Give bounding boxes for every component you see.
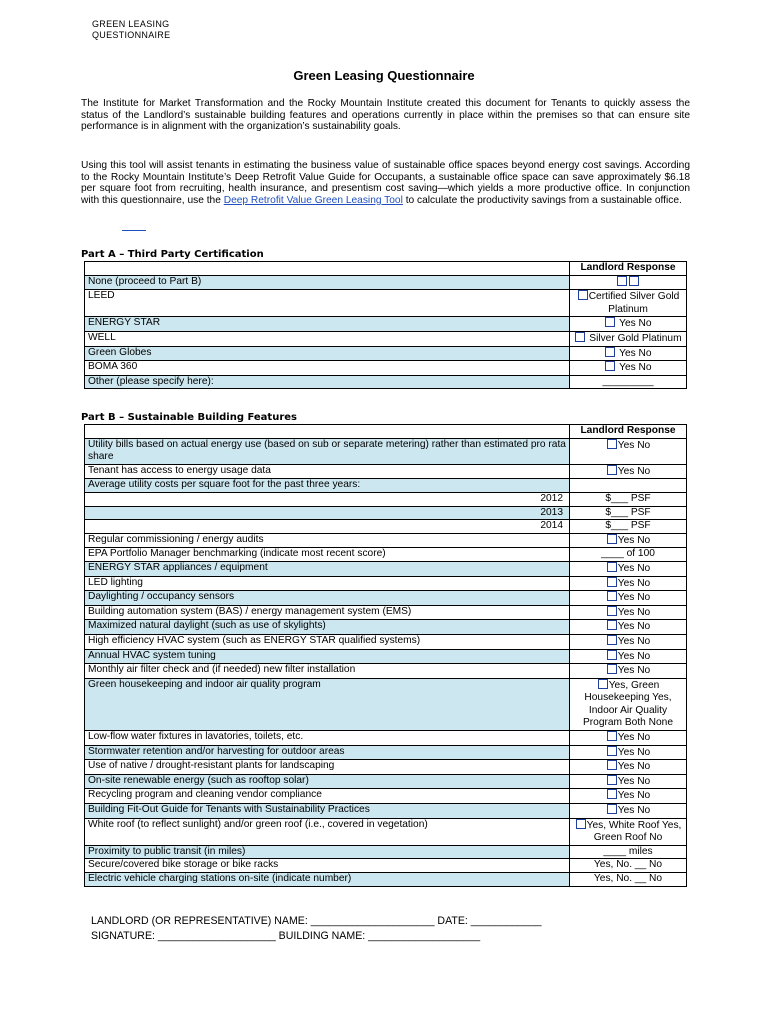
table-row — [85, 464, 687, 479]
table-row — [85, 804, 687, 819]
checkbox-icon[interactable] — [607, 439, 617, 449]
landlord-response-cell[interactable] — [570, 649, 687, 664]
response-options: Yes, No. __ No — [593, 873, 663, 884]
landlord-response-cell[interactable] — [570, 548, 687, 562]
checkbox-icon[interactable] — [576, 819, 586, 829]
response-options: Yes No — [617, 606, 651, 618]
response-options: Yes No — [617, 732, 651, 744]
landlord-response-cell[interactable] — [570, 375, 687, 389]
feature-label: Annual HVAC system tuning — [85, 649, 570, 664]
part-b-table — [84, 424, 687, 887]
table-row — [85, 561, 687, 576]
checkbox-icon[interactable] — [607, 775, 617, 785]
feature-label: Secure/covered bike storage or bike racks — [85, 859, 570, 873]
part-a-table — [84, 261, 687, 389]
table-row — [85, 649, 687, 664]
running-header-line-1: GREEN LEASING — [92, 19, 170, 29]
landlord-response-cell[interactable] — [570, 492, 687, 506]
response-options: Yes No — [616, 347, 652, 359]
table-row — [85, 620, 687, 635]
landlord-response-cell[interactable] — [570, 634, 687, 649]
table-row — [85, 375, 687, 389]
feature-label: 2014 — [85, 520, 570, 534]
table-row — [85, 873, 687, 887]
table-row — [85, 605, 687, 620]
checkbox-icon[interactable] — [607, 731, 617, 741]
checkbox-icon[interactable] — [607, 465, 617, 475]
feature-label: ENERGY STAR — [85, 317, 570, 332]
table-header-row — [85, 262, 687, 276]
table-row — [85, 438, 687, 464]
feature-label: On-site renewable energy (such as rooftop solar) — [85, 774, 570, 789]
running-header — [92, 19, 170, 41]
response-options: Yes No — [617, 746, 651, 758]
feature-label: LEED — [85, 290, 570, 317]
response-options: $___ PSF — [605, 520, 651, 532]
table-row — [85, 492, 687, 506]
response-options: Yes No — [617, 562, 651, 574]
checkbox-icon[interactable] — [607, 534, 617, 544]
landlord-response-cell[interactable] — [570, 678, 687, 730]
response-options: ____ of 100 — [601, 548, 655, 560]
feature-label: Regular commissioning / energy audits — [85, 533, 570, 548]
landlord-response-cell[interactable] — [570, 818, 687, 845]
table-row — [85, 745, 687, 760]
feature-label: Daylighting / occupancy sensors — [85, 591, 570, 606]
landlord-response-header: Landlord Response — [570, 262, 687, 276]
response-options: Yes No — [617, 621, 651, 633]
feature-label: Green Globes — [85, 346, 570, 361]
feature-label: None (proceed to Part B) — [85, 275, 570, 290]
feature-label: Green housekeeping and indoor air quality program — [85, 678, 570, 730]
feature-label: High efficiency HVAC system (such as ENERGY STAR qualified systems) — [85, 634, 570, 649]
table-row — [85, 479, 687, 493]
response-options: Yes No — [617, 592, 651, 604]
feature-label: Low-flow water fixtures in lavatories, toilets, etc. — [85, 731, 570, 746]
stray-underline — [122, 230, 146, 231]
intro-paragraph-1: The Institute for Market Transformation and the Rocky Mountain Institute created this document for Tenants to quickly assess the status of the Landlord’s sustainable building features and operations currently in place within the premises so that can ensure site performance is in alignment with the organization’s sustainability goals. — [81, 98, 690, 133]
landlord-response-cell[interactable] — [570, 731, 687, 746]
landlord-response-cell[interactable] — [570, 506, 687, 520]
table-row — [85, 331, 687, 346]
table-row — [85, 576, 687, 591]
table-row — [85, 533, 687, 548]
landlord-response-header: Landlord Response — [570, 425, 687, 439]
landlord-response-cell[interactable] — [570, 479, 687, 493]
landlord-response-cell[interactable] — [570, 331, 687, 346]
table-row — [85, 664, 687, 679]
table-row — [85, 678, 687, 730]
landlord-response-cell[interactable] — [570, 533, 687, 548]
landlord-response-cell[interactable] — [570, 361, 687, 376]
landlord-name-date-line: LANDLORD (OR REPRESENTATIVE) NAME: _____________________ DATE: ____________ — [91, 915, 542, 927]
checkbox-icon[interactable] — [607, 635, 617, 645]
feature-label: Utility bills based on actual energy use (based on sub or separate metering) rather than estimated pro rata share — [85, 438, 570, 464]
landlord-response-cell[interactable] — [570, 664, 687, 679]
checkbox-icon[interactable] — [607, 760, 617, 770]
response-options: Yes No — [617, 465, 651, 477]
feature-label: Tenant has access to energy usage data — [85, 464, 570, 479]
table-header-row — [85, 425, 687, 439]
response-options: Yes, Green Housekeeping Yes, Indoor Air Quality Program Both None — [582, 679, 674, 729]
intro-paragraph-2-text: Using this tool will assist tenants in estimating the business value of sustainable office spaces beyond energy cost savings. According to the Rocky Mountain Institute’s Deep Retrofit Value Guide for Occupants, a sustainable office space can save approximately $6.18 per square foot from recruiting, health insurance, and presentism cost saving—which yields a more productive office. In conjunction with this questionnaire, use the — [81, 160, 690, 206]
document-title: Green Leasing Questionnaire — [293, 68, 475, 83]
landlord-response-cell[interactable] — [570, 317, 687, 332]
checkbox-icon[interactable] — [607, 650, 617, 660]
feature-label: Electric vehicle charging stations on-site (indicate number) — [85, 873, 570, 887]
checkbox-icon[interactable] — [629, 276, 639, 286]
landlord-response-cell[interactable] — [570, 438, 687, 464]
checkbox-icon[interactable] — [607, 746, 617, 756]
checkbox-icon[interactable] — [607, 577, 617, 587]
feature-label: Proximity to public transit (in miles) — [85, 845, 570, 859]
landlord-response-cell[interactable] — [570, 745, 687, 760]
feature-label: Use of native / drought-resistant plants for landscaping — [85, 760, 570, 775]
table-row — [85, 346, 687, 361]
response-options: Yes No — [616, 318, 652, 330]
table-row — [85, 760, 687, 775]
feature-label: LED lighting — [85, 576, 570, 591]
deep-retrofit-tool-link[interactable]: Deep Retrofit Value Green Leasing Tool — [223, 194, 403, 206]
landlord-response-cell[interactable] — [570, 561, 687, 576]
landlord-response-cell[interactable] — [570, 774, 687, 789]
response-options: ____ miles — [603, 845, 653, 857]
table-row — [85, 774, 687, 789]
feature-label: BOMA 360 — [85, 361, 570, 376]
table-row — [85, 317, 687, 332]
checkbox-icon[interactable] — [598, 679, 608, 689]
table-row — [85, 818, 687, 845]
checkbox-icon[interactable] — [605, 347, 615, 357]
checkbox-icon[interactable] — [575, 332, 585, 342]
feature-label: ENERGY STAR appliances / equipment — [85, 561, 570, 576]
feature-label: Building automation system (BAS) / energy management system (EMS) — [85, 605, 570, 620]
landlord-response-cell[interactable] — [570, 804, 687, 819]
table-row — [85, 859, 687, 873]
checkbox-icon[interactable] — [605, 361, 615, 371]
checkbox-icon[interactable] — [607, 591, 617, 601]
response-options: Yes No — [617, 439, 651, 451]
landlord-response-cell[interactable] — [570, 859, 687, 873]
response-options: Yes No — [617, 761, 651, 773]
table-row — [85, 520, 687, 534]
response-options: Yes No — [617, 650, 651, 662]
response-options: Yes No — [617, 790, 651, 802]
landlord-response-cell[interactable] — [570, 346, 687, 361]
intro-paragraph-2 — [81, 160, 690, 206]
feature-label: Average utility costs per square foot for the past three years: — [85, 479, 570, 493]
response-options: Yes No — [617, 635, 651, 647]
header-blank-cell — [85, 262, 570, 276]
landlord-response-cell[interactable] — [570, 591, 687, 606]
landlord-response-cell[interactable] — [570, 620, 687, 635]
checkbox-icon[interactable] — [617, 276, 627, 286]
table-row — [85, 548, 687, 562]
signature-building-line: SIGNATURE: ____________________ BUILDING NAME: ___________________ — [91, 930, 481, 942]
header-blank-cell — [85, 425, 570, 439]
table-row — [85, 789, 687, 804]
landlord-response-cell[interactable] — [570, 464, 687, 479]
landlord-response-cell[interactable] — [570, 520, 687, 534]
checkbox-icon[interactable] — [607, 789, 617, 799]
feature-label: White roof (to reflect sunlight) and/or green roof (i.e., covered in vegetation) — [85, 818, 570, 845]
checkbox-icon[interactable] — [607, 562, 617, 572]
response-options: Yes, No. __ No — [593, 859, 663, 871]
response-options: _________ — [602, 375, 654, 387]
response-options: Yes No — [616, 362, 652, 374]
feature-label: Maximized natural daylight (such as use of skylights) — [85, 620, 570, 635]
landlord-response-cell[interactable] — [570, 290, 687, 317]
feature-label: Stormwater retention and/or harvesting for outdoor areas — [85, 745, 570, 760]
landlord-response-cell[interactable] — [570, 760, 687, 775]
response-options: Yes No — [617, 775, 651, 787]
landlord-response-cell[interactable] — [570, 845, 687, 859]
checkbox-icon[interactable] — [578, 290, 588, 300]
landlord-response-cell[interactable] — [570, 873, 687, 887]
checkbox-icon[interactable] — [607, 620, 617, 630]
landlord-response-cell[interactable] — [570, 605, 687, 620]
table-row — [85, 290, 687, 317]
response-options: Yes No — [617, 577, 651, 589]
checkbox-icon[interactable] — [607, 804, 617, 814]
table-row — [85, 275, 687, 290]
running-header-line-2: QUESTIONNAIRE — [92, 30, 171, 40]
landlord-response-cell[interactable] — [570, 576, 687, 591]
response-options: Yes No — [617, 665, 651, 677]
feature-label: EPA Portfolio Manager benchmarking (indicate most recent score) — [85, 548, 570, 562]
response-options: Certified Silver Gold Platinum — [588, 291, 680, 315]
table-row — [85, 731, 687, 746]
intro-paragraph-2-tail: to calculate the productivity savings from a sustainable office. — [402, 194, 682, 206]
table-row — [85, 845, 687, 859]
response-options: Yes No — [617, 534, 651, 546]
table-row — [85, 361, 687, 376]
table-row — [85, 591, 687, 606]
response-options: Yes, White Roof Yes, Green Roof No — [586, 819, 682, 844]
checkbox-icon[interactable] — [607, 664, 617, 674]
feature-label: Recycling program and cleaning vendor compliance — [85, 789, 570, 804]
feature-label: Monthly air filter check and (if needed) new filter installation — [85, 664, 570, 679]
part-a-heading: Part A – Third Party Certification — [81, 249, 264, 260]
response-options: $___ PSF — [605, 506, 651, 518]
feature-label: Other (please specify here): — [85, 375, 570, 389]
landlord-response-cell[interactable] — [570, 789, 687, 804]
table-row — [85, 634, 687, 649]
feature-label: WELL — [85, 331, 570, 346]
feature-label: Building Fit-Out Guide for Tenants with Sustainability Practices — [85, 804, 570, 819]
response-options: Silver Gold Platinum — [586, 332, 682, 344]
checkbox-icon[interactable] — [605, 317, 615, 327]
feature-label: 2013 — [85, 506, 570, 520]
part-b-heading: Part B – Sustainable Building Features — [81, 412, 297, 423]
checkbox-icon[interactable] — [607, 606, 617, 616]
response-options: $___ PSF — [605, 492, 651, 504]
landlord-response-cell[interactable] — [570, 275, 687, 290]
response-options: Yes No — [617, 805, 651, 817]
table-row — [85, 506, 687, 520]
feature-label: 2012 — [85, 492, 570, 506]
